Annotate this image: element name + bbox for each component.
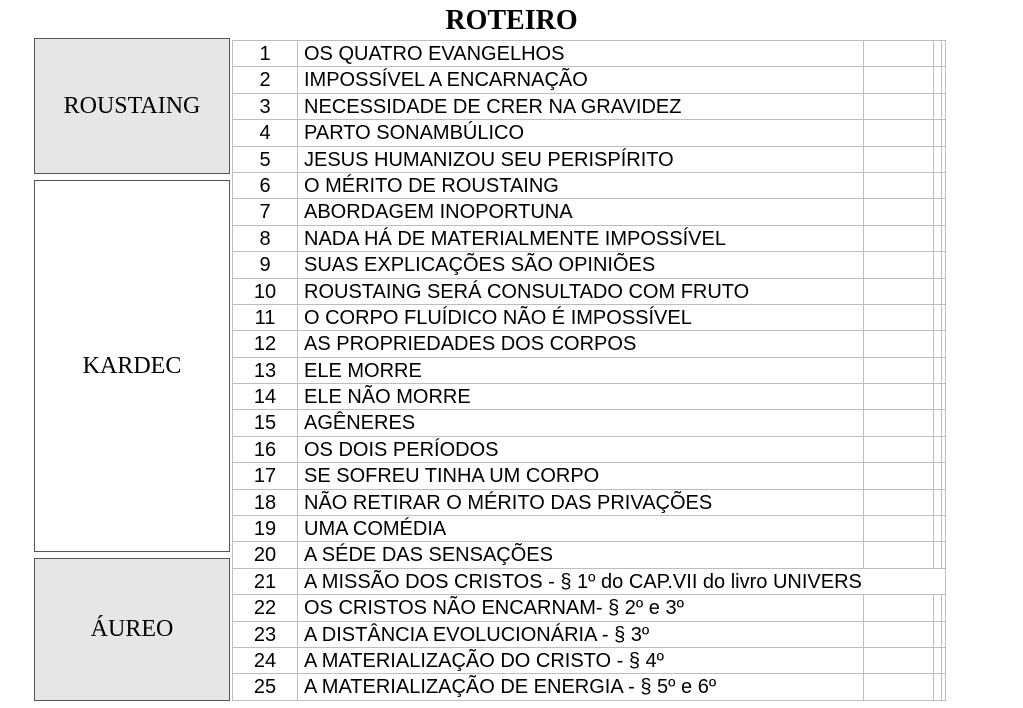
row-text: O MÉRITO DE ROUSTAING [298,173,864,198]
empty-cell [942,94,946,119]
row-text: JESUS HUMANIZOU SEU PERISPÍRITO [298,147,864,172]
row-text: A MATERIALIZAÇÃO DE ENERGIA - § 5º e 6º [298,674,864,699]
empty-cell [942,147,946,172]
row-text: AS PROPRIEDADES DOS CORPOS [298,331,864,356]
empty-cell [864,463,934,488]
row-text: ABORDAGEM INOPORTUNA [298,199,864,224]
empty-cell [942,648,946,673]
group-label-text: ROUSTAING [63,92,201,119]
empty-cell [934,622,942,647]
empty-cell [934,226,942,251]
table-row [232,490,946,516]
group-label-roustaing [34,38,230,174]
table-row [232,67,946,93]
table-row [232,147,946,173]
empty-cell [934,199,942,224]
group-label-aureo [34,558,230,701]
empty-cell [934,279,942,304]
roteiro-table [232,40,946,701]
row-text: O CORPO FLUÍDICO NÃO É IMPOSSÍVEL [298,305,864,330]
table-row [232,648,946,674]
row-number: 19 [232,516,298,541]
empty-cell [942,41,946,66]
empty-cell [942,358,946,383]
table-row [232,569,946,595]
empty-cell [934,648,942,673]
empty-cell [934,463,942,488]
empty-cell [864,358,934,383]
row-number: 17 [232,463,298,488]
table-row [232,542,946,568]
group-label-text: ÁUREO [90,616,174,642]
empty-cell [942,569,946,594]
row-text: OS CRISTOS NÃO ENCARNAM- § 2º e 3º [298,595,864,620]
row-text: SE SOFREU TINHA UM CORPO [298,463,864,488]
empty-cell [934,490,942,515]
empty-cell [934,358,942,383]
empty-cell [864,410,934,435]
row-number: 11 [232,305,298,330]
empty-cell [934,595,942,620]
empty-cell [934,41,942,66]
empty-cell [864,569,934,594]
row-text: ROUSTAING SERÁ CONSULTADO COM FRUTO [298,279,864,304]
row-number: 5 [232,147,298,172]
row-text: A DISTÂNCIA EVOLUCIONÁRIA - § 3º [298,622,864,647]
group-label-text: KARDEC [82,352,182,379]
row-number: 13 [232,358,298,383]
row-number: 25 [232,674,298,699]
empty-cell [942,622,946,647]
empty-cell [934,674,942,699]
row-number: 6 [232,173,298,198]
page-title: ROTEIRO [445,5,578,36]
empty-cell [942,67,946,92]
empty-cell [864,648,934,673]
row-number: 21 [232,569,298,594]
row-text: ELE NÃO MORRE [298,384,864,409]
empty-cell [864,674,934,699]
group-label-kardec [34,180,230,552]
empty-cell [864,384,934,409]
empty-cell [934,67,942,92]
empty-cell [942,199,946,224]
table-row [232,463,946,489]
row-text: NADA HÁ DE MATERIALMENTE IMPOSSÍVEL [298,226,864,251]
empty-cell [934,147,942,172]
row-text: OS QUATRO EVANGELHOS [298,41,864,66]
empty-cell [864,595,934,620]
table-row [232,384,946,410]
empty-cell [864,622,934,647]
row-text: NECESSIDADE DE CRER NA GRAVIDEZ [298,94,864,119]
row-text: PARTO SONAMBÚLICO [298,120,864,145]
row-number: 3 [232,94,298,119]
row-number: 4 [232,120,298,145]
empty-cell [942,542,946,567]
empty-cell [864,252,934,277]
row-number: 7 [232,199,298,224]
empty-cell [942,516,946,541]
empty-cell [934,437,942,462]
row-text: UMA COMÉDIA [298,516,864,541]
row-text: A SÉDE DAS SENSAÇÕES [298,542,864,567]
empty-cell [934,173,942,198]
table-row [232,437,946,463]
empty-cell [864,542,934,567]
row-number: 1 [232,41,298,66]
row-number: 24 [232,648,298,673]
table-row [232,305,946,331]
empty-cell [934,305,942,330]
row-text: ELE MORRE [298,358,864,383]
row-number: 14 [232,384,298,409]
empty-cell [942,120,946,145]
empty-cell [942,490,946,515]
empty-cell [934,252,942,277]
row-text: A MISSÃO DOS CRISTOS - § 1º do CAP.VII do livro UNIVERS [304,570,862,593]
row-text: AGÊNERES [298,410,864,435]
empty-cell [864,516,934,541]
table-row [232,410,946,436]
empty-cell [934,120,942,145]
empty-cell [864,147,934,172]
empty-cell [934,94,942,119]
empty-cell [942,410,946,435]
row-number: 20 [232,542,298,567]
row-text: SUAS EXPLICAÇÕES SÃO OPINIÕES [298,252,864,277]
row-number: 10 [232,279,298,304]
empty-cell [934,542,942,567]
empty-cell [942,463,946,488]
row-text: NÃO RETIRAR O MÉRITO DAS PRIVAÇÕES [298,490,864,515]
empty-cell [942,173,946,198]
table-row [232,331,946,357]
row-text: OS DOIS PERÍODOS [298,437,864,462]
row-text: A MATERIALIZAÇÃO DO CRISTO - § 4º [298,648,864,673]
empty-cell [864,490,934,515]
empty-cell [942,674,946,699]
table-row [232,199,946,225]
empty-cell [942,384,946,409]
table-row [232,622,946,648]
empty-cell [934,516,942,541]
empty-cell [942,252,946,277]
row-number: 22 [232,595,298,620]
row-number: 18 [232,490,298,515]
table-row [232,595,946,621]
table-row [232,674,946,700]
row-text: IMPOSSÍVEL A ENCARNAÇÃO [298,67,864,92]
table-row [232,252,946,278]
row-number: 2 [232,67,298,92]
row-number: 12 [232,331,298,356]
empty-cell [934,410,942,435]
row-number: 15 [232,410,298,435]
empty-cell [864,437,934,462]
empty-cell [942,437,946,462]
table-row [232,94,946,120]
table-row [232,279,946,305]
table-row [232,358,946,384]
empty-cell [864,41,934,66]
table-row [232,173,946,199]
empty-cell [942,331,946,356]
empty-cell [864,199,934,224]
empty-cell [942,279,946,304]
row-number: 23 [232,622,298,647]
empty-cell [942,595,946,620]
empty-cell [864,173,934,198]
empty-cell [942,226,946,251]
row-number: 16 [232,437,298,462]
empty-cell [942,305,946,330]
empty-cell [864,120,934,145]
empty-cell [864,279,934,304]
table-row [232,120,946,146]
empty-cell [864,67,934,92]
empty-cell [934,384,942,409]
table-row [232,516,946,542]
empty-cell [934,331,942,356]
empty-cell [864,94,934,119]
table-row [232,41,946,67]
table-row [232,226,946,252]
empty-cell [864,226,934,251]
empty-cell [864,305,934,330]
row-number: 9 [232,252,298,277]
empty-cell [934,569,942,594]
row-number: 8 [232,226,298,251]
empty-cell [864,331,934,356]
